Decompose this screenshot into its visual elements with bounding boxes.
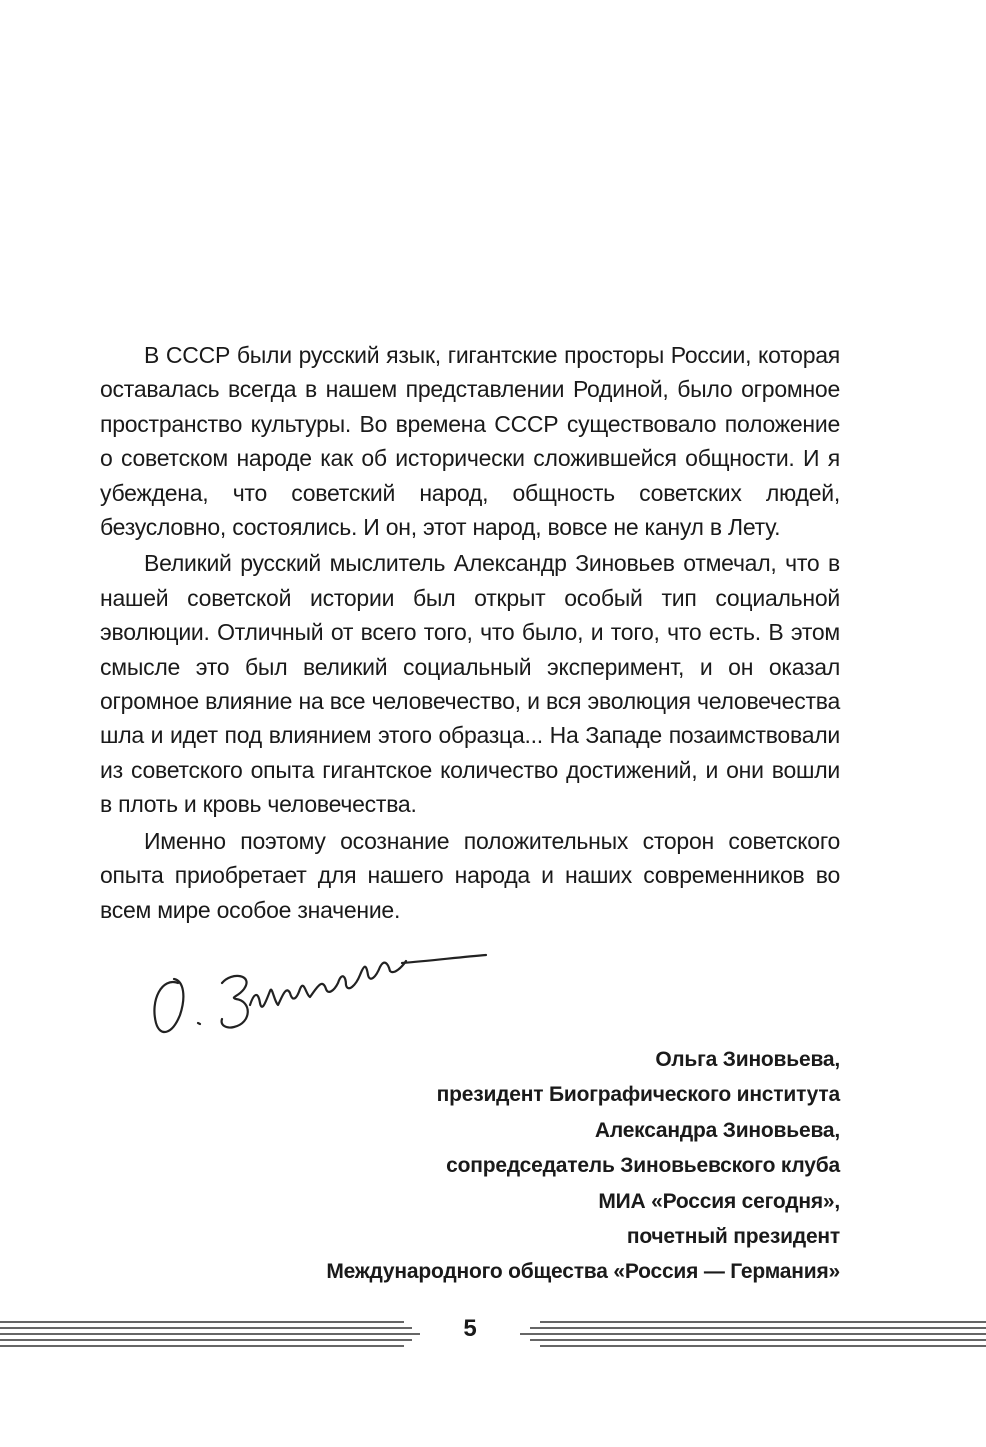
handwritten-signature (140, 905, 500, 1055)
author-title-line: президент Биографического института (436, 1083, 840, 1107)
page-footer (0, 1300, 986, 1360)
author-title-line: МИА «Россия сегодня», (598, 1189, 840, 1213)
author-title-line: Международного общества «Россия — Германия» (326, 1260, 840, 1284)
author-block (140, 1042, 840, 1290)
paragraph-3: Именно поэтому осознание положительных сторон советского опыта приобретает для нашего народа и наших современников во всем мире особое значение. (100, 827, 840, 923)
author-title-line: сопредседатель Зиновьевского клуба (446, 1154, 840, 1178)
paragraph-2: Великий русский мыслитель Александр Зиновьев отмечал, что в нашей советской истории был открыт особый тип социальной эволюции. Отличный от всего того, что было, и того, что есть. В этом смысле это был великий социальный эксперимент, и он оказал огромное влияние на все человечество, и вся эволюция человечества шла и идет под влиянием этого образца... На Западе позаимствовали из советского опыта гигантское количество достижений, и они вошли в плоть и кровь человечества. (100, 550, 840, 818)
author-title-line: Александра Зиновьева, (594, 1118, 840, 1142)
paragraph-1: В СССР были русский язык, гигантские просторы России, которая оставалась всегда в нашем представлении Родиной, было огромное пространство культуры. Во времена СССР существовало положение о советском народе как об исторически сложившейся общности. И я убеждена, что советский народ, общность советских людей, безусловно, состоялись. И он, этот народ, вовсе не канул в Лету. (100, 342, 840, 541)
page-number: 5 (463, 1315, 477, 1342)
author-name: Ольга Зиновьева, (655, 1048, 840, 1071)
body-text (100, 338, 840, 929)
author-title-line: почетный президент (626, 1225, 840, 1249)
